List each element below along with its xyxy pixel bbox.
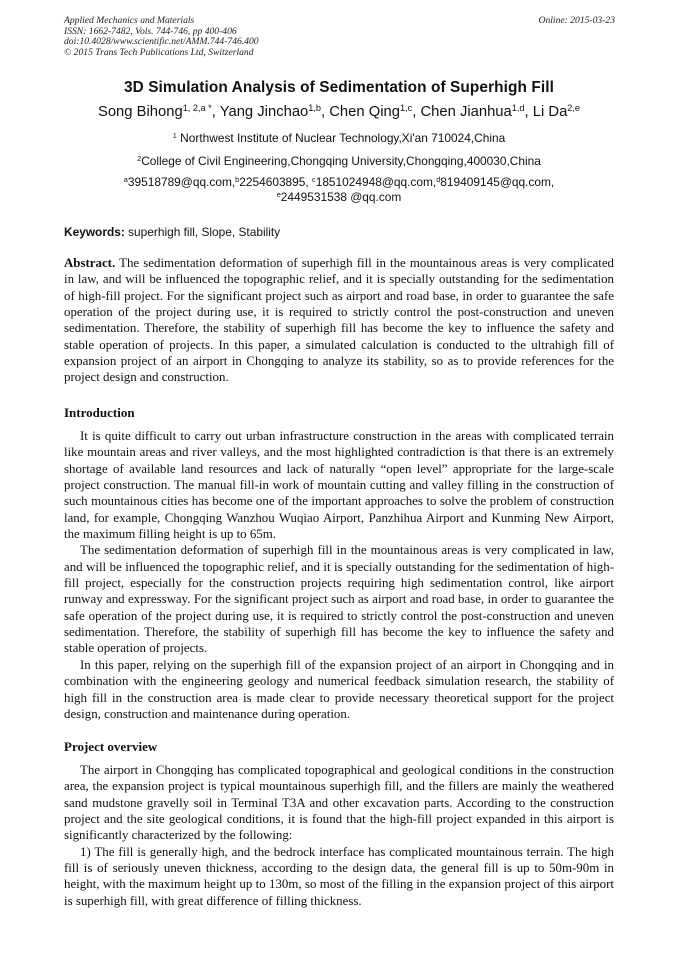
author-name: Li Da (532, 104, 568, 120)
paragraph: In this paper, relying on the superhigh fill of the expansion project of an airport in Chongqing and in combination with the engineering geology and numerical feedback simulation research, the stability of high fill in the construction area is made clear to provide necessary theoretical support for the project design, construction and maintenance during operation. (64, 657, 614, 721)
affiliation-mark: 2 (137, 153, 142, 163)
email-mark: a (123, 174, 128, 184)
paragraph: 1) The fill is generally high, and the bedrock interface has complicated mountainous terrain. The high fill is of seriously uneven thickness, according to the design data, the general fill is up to 50m-90m in height, with the maximum height up to 130m, so most of the filling in the expansion project of this airport is superhigh fill, with great difference of filling thickness. (64, 844, 614, 908)
copyright-line: © 2015 Trans Tech Publications Ltd, Switzerland (64, 46, 254, 58)
author-separator: , (524, 104, 533, 120)
author-affiliation-mark: 1,b (308, 102, 322, 113)
email-address: 2449531538 @qq.com (280, 190, 402, 204)
paragraph: It is quite difficult to carry out urban infrastructure construction in the areas with complicated terrain like mountain areas and river valleys, and the most highlighted contradiction is that there is an extremely shortage of available land resources and lack of naturally “open level” appropriate for the large-scale project construction. The manual fill-in work of mountain cutting and valley filling in the construction of such mountainous cities has become one of the important approaches to solve the problem of construction land, for example, Chongqing Wanzhou Wuqiao Airport, Panzhihua Airport and Kunming New Airport, the maximum filling height is up to 65m. (64, 429, 614, 542)
author-separator: , (211, 104, 220, 120)
journal-name: Applied Mechanics and Materials (64, 15, 195, 26)
author-name: Chen Jianhua (420, 104, 512, 120)
online-date: Online: 2015-03-23 (538, 15, 615, 26)
paper-title: 3D Simulation Analysis of Sedimentation of Superhigh Fill (123, 79, 555, 96)
author (533, 104, 580, 120)
affiliation-text: College of Civil Engineering,Chongqing University,Chongqing,400030,China (141, 154, 541, 168)
author (420, 104, 532, 120)
abstract (64, 255, 614, 386)
journal-header (64, 16, 259, 58)
author-separator: , (412, 104, 421, 120)
project-overview-body (64, 762, 614, 909)
email-mark: c (312, 174, 316, 184)
keywords-label: Keywords: (64, 225, 125, 239)
author-list (0, 104, 678, 120)
email-address: 1851024948@qq.com, (315, 175, 437, 189)
author-affiliation-mark: 2,e (567, 102, 581, 113)
email-address: 819409145@qq.com, (440, 175, 555, 189)
introduction-body (64, 428, 614, 722)
author-affiliation-mark: 1, 2,a * (182, 102, 212, 113)
author-name: Song Bihong (97, 104, 183, 120)
email-line-1 (0, 175, 678, 189)
email-mark: e (276, 189, 281, 199)
author-name: Chen Qing (329, 104, 400, 120)
author-name: Yang Jinchao (219, 104, 309, 120)
author-affiliation-mark: 1,d (511, 102, 525, 113)
doi-line: doi:10.4028/www.scientific.net/AMM.744-746.400 (64, 36, 259, 47)
author-separator: , (321, 104, 330, 120)
abstract-label: Abstract. (64, 256, 116, 270)
author (329, 104, 420, 120)
section-heading-project-overview: Project overview (64, 739, 158, 754)
email-mark: b (235, 174, 240, 184)
author (98, 104, 220, 120)
keywords-text: superhigh fill, Slope, Stability (124, 225, 281, 239)
abstract-text: The sedimentation deformation of superhigh fill in the mountainous areas is very complicated in law, and will be influenced the topographic relief, and it is specially outstanding for the sedimentation of high-fill project. For the significant project such as airport and road base, in order to guarantee the safe operation of the project during use, it is required to strictly control the post-construction and uneven sedimentation. Therefore, the stability of superhigh fill has become the key to influence the safety and stable operation of projects. In this paper, a simulated calculation is conducted to the ultrahigh fill of expansion project of an airport in Chongqing to analyze its stability, so as to provide references for the project design and construction. (64, 256, 614, 385)
email-address: 2254603895, (239, 175, 313, 189)
paragraph: The airport in Chongqing has complicated topographical and geological conditions in the construction area, the expansion project is typical mountainous superhigh fill, and the fillers are mainly the weathered sand mudstone gravelly soil in Terminal T3A and other excavation parts. According to the construction project and the site geological conditions, it is found that the high-fill project expanded in this airport is significantly characterized by the following: (64, 763, 614, 843)
affiliation-1 (0, 131, 678, 145)
paragraph: The sedimentation deformation of superhigh fill in the mountainous areas is very complicated in law, and will be influenced the topographic relief, and it is specially outstanding for the sedimentation of high-fill project, especially for the construction projects requiring high sedimentation control, like airport runway and expressway. For the significant project such as airport and road base, in order to guarantee the safe operation of the project during use, it is required to strictly control the post-construction and uneven sedimentation. Therefore, the stability of superhigh fill has become the key to influence the safety and stable operation of projects. (64, 543, 614, 656)
section-heading-introduction: Introduction (64, 405, 135, 420)
email-mark: d (436, 174, 441, 184)
email-address: 39518789@qq.com, (127, 175, 236, 189)
author-affiliation-mark: 1,c (400, 102, 413, 113)
email-line-2 (0, 190, 678, 204)
affiliation-2 (0, 154, 678, 168)
affiliation-text: Northwest Institute of Nuclear Technology,Xi'an 710024,China (176, 131, 506, 145)
affiliation-mark: 1 (172, 130, 177, 140)
issn-line: ISSN: 1662-7482, Vols. 744-746, pp 400-406 (64, 25, 237, 37)
author (220, 104, 330, 120)
keywords (64, 225, 280, 239)
